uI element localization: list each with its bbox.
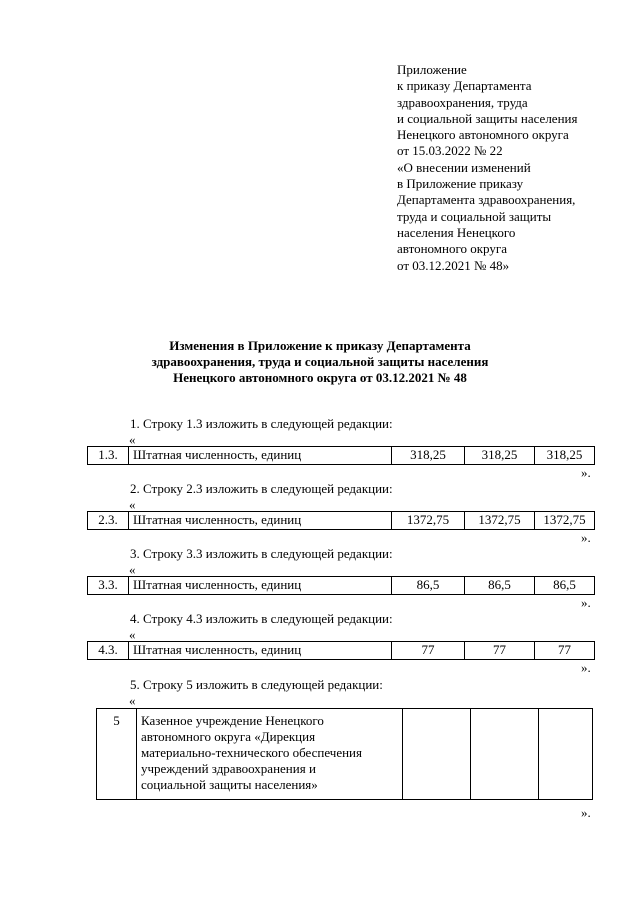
quote-close: ». bbox=[581, 595, 591, 610]
row-value-empty bbox=[471, 709, 539, 800]
table-row bbox=[88, 642, 595, 660]
title-line: здравоохранения, труда и социальной защиты населения bbox=[151, 354, 489, 369]
appendix-line: Приложение bbox=[397, 62, 467, 77]
appendix-line: от 15.03.2022 № 22 bbox=[397, 143, 503, 159]
appendix-line: Департамента здравоохранения, bbox=[397, 192, 576, 208]
row-text: Штатная численность, единиц bbox=[129, 447, 392, 465]
appendix-line: Ненецкого автономного округа bbox=[397, 127, 569, 143]
row-number: 4.3. bbox=[88, 642, 129, 660]
row-value: 77 bbox=[465, 642, 535, 660]
row-value: 318,25 bbox=[392, 447, 465, 465]
row-number: 2.3. bbox=[88, 512, 129, 530]
appendix-line: автономного округа bbox=[397, 241, 507, 257]
row-number: 5 bbox=[97, 709, 137, 800]
item-instruction: 1. Строку 1.3 изложить в следующей редакции: bbox=[130, 416, 393, 431]
appendix-line: «О внесении изменений bbox=[397, 159, 531, 175]
appendix-line: к приказу Департамента bbox=[397, 78, 532, 94]
row-text-line: социальной защиты населения» bbox=[141, 777, 318, 792]
quote-close: ». bbox=[581, 660, 591, 675]
item-instruction: 5. Строку 5 изложить в следующей редакции: bbox=[130, 677, 383, 692]
row-value: 318,25 bbox=[465, 447, 535, 465]
item-table bbox=[87, 446, 595, 465]
table-row bbox=[88, 577, 595, 595]
quote-close: ». bbox=[581, 805, 591, 820]
item5-table bbox=[96, 708, 593, 800]
item-instruction: 2. Строку 2.3 изложить в следующей редакции: bbox=[130, 481, 393, 496]
table-row bbox=[88, 447, 595, 465]
title-line: Изменения в Приложение к приказу Департамента bbox=[169, 338, 471, 353]
quote-close: ». bbox=[581, 465, 591, 480]
row-value: 86,5 bbox=[392, 577, 465, 595]
row-text-line: материально-технического обеспечения bbox=[141, 745, 362, 760]
document-title bbox=[0, 338, 640, 386]
row-value: 318,25 bbox=[535, 447, 595, 465]
appendix-line: и социальной защиты населения bbox=[397, 110, 578, 126]
quote-open: « bbox=[129, 432, 136, 447]
row-value-empty bbox=[539, 709, 593, 800]
item-table bbox=[87, 576, 595, 595]
row-value-empty bbox=[403, 709, 471, 800]
appendix-line: труда и социальной защиты bbox=[397, 208, 552, 224]
row-text: Штатная численность, единиц bbox=[129, 577, 392, 595]
appendix-line: в Приложение приказу bbox=[397, 176, 524, 192]
item-table bbox=[87, 641, 595, 660]
appendix-header bbox=[397, 62, 627, 274]
row-value: 86,5 bbox=[465, 577, 535, 595]
item-instruction: 3. Строку 3.3 изложить в следующей редакции: bbox=[130, 546, 393, 561]
row-text bbox=[137, 709, 403, 800]
appendix-line: от 03.12.2021 № 48» bbox=[397, 257, 510, 273]
row-number: 1.3. bbox=[88, 447, 129, 465]
quote-close: ». bbox=[581, 530, 591, 545]
row-value: 1372,75 bbox=[465, 512, 535, 530]
row-value: 1372,75 bbox=[535, 512, 595, 530]
row-value: 77 bbox=[535, 642, 595, 660]
row-text: Штатная численность, единиц bbox=[129, 512, 392, 530]
table-row bbox=[97, 709, 593, 800]
quote-open: « bbox=[129, 627, 136, 642]
row-number: 3.3. bbox=[88, 577, 129, 595]
quote-open: « bbox=[129, 562, 136, 577]
appendix-line: здравоохранения, труда bbox=[397, 94, 528, 110]
item-table bbox=[87, 511, 595, 530]
row-value: 86,5 bbox=[535, 577, 595, 595]
table-row bbox=[88, 512, 595, 530]
row-text-line: автономного округа «Дирекция bbox=[141, 729, 316, 744]
row-value: 1372,75 bbox=[392, 512, 465, 530]
item-instruction: 4. Строку 4.3 изложить в следующей редакции: bbox=[130, 611, 393, 626]
quote-open: « bbox=[129, 497, 136, 512]
title-line: Ненецкого автономного округа от 03.12.2021 № 48 bbox=[173, 370, 467, 385]
row-text: Штатная численность, единиц bbox=[129, 642, 392, 660]
row-text-line: учреждений здравоохранения и bbox=[141, 761, 316, 776]
row-text-line: Казенное учреждение Ненецкого bbox=[141, 713, 324, 728]
row-value: 77 bbox=[392, 642, 465, 660]
appendix-line: населения Ненецкого bbox=[397, 224, 516, 240]
quote-open: « bbox=[129, 693, 136, 708]
